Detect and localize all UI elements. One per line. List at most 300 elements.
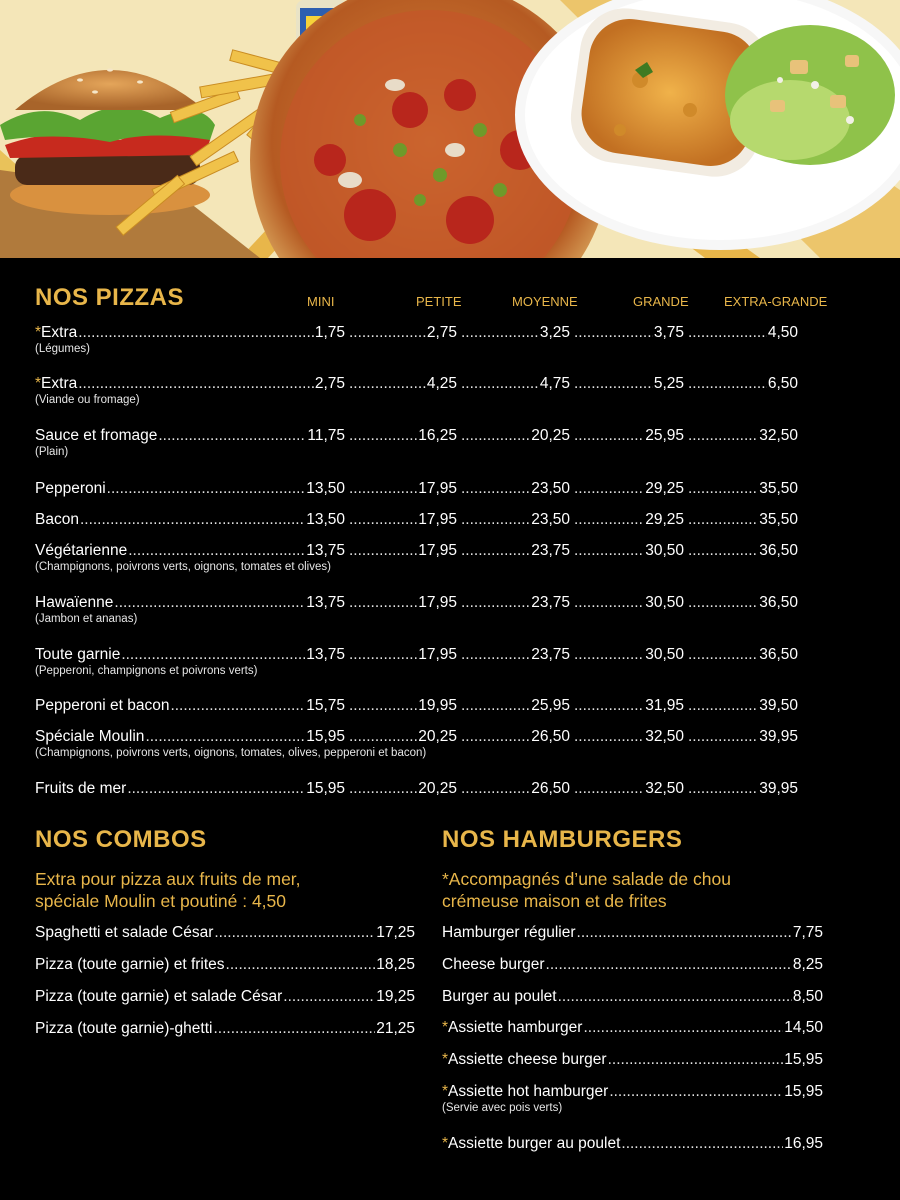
- item-line: [35, 922, 415, 944]
- asterisk: *: [442, 1019, 449, 1036]
- dot-leader: [574, 509, 644, 531]
- price-cell: [349, 540, 457, 562]
- dot-leader: [688, 540, 758, 562]
- hamburgers-note-line2: crémeuse maison et de frites: [442, 891, 667, 911]
- price-mini: 13,50: [306, 511, 345, 528]
- pizza-name-text: Végétarienne: [35, 542, 128, 559]
- item-line: [442, 1049, 823, 1071]
- dot-leader: [80, 509, 305, 531]
- item-line: [35, 986, 415, 1008]
- dot-leader: [608, 1049, 784, 1071]
- pizzas-title: NOS PIZZAS: [35, 284, 185, 311]
- price-moyenne: 23,50: [531, 480, 570, 497]
- dot-leader: [78, 373, 314, 395]
- price-grande: 30,50: [645, 542, 684, 559]
- pizza-name: [35, 592, 113, 614]
- item-name: [442, 954, 545, 976]
- pizza-row: [35, 592, 835, 632]
- dot-leader: [688, 592, 758, 614]
- price-cell: [461, 778, 570, 800]
- price-petite: 19,95: [418, 697, 457, 714]
- pizza-name-cell: [35, 695, 345, 717]
- dot-leader: [688, 778, 758, 800]
- price-moyenne: 23,75: [531, 646, 570, 663]
- price-grande: 30,50: [645, 646, 684, 663]
- item-line: [442, 1017, 823, 1039]
- price-cell: [688, 509, 798, 531]
- pizza-name: [35, 509, 79, 531]
- price-cell: [688, 778, 798, 800]
- pizza-name: [35, 540, 127, 562]
- size-header-extra-grande: EXTRA-GRANDE: [724, 294, 828, 309]
- hamburger-row: [442, 1081, 823, 1114]
- dot-leader: [609, 1081, 783, 1103]
- price-cell: [461, 373, 570, 395]
- dot-leader: [574, 425, 644, 447]
- dot-leader: [349, 478, 417, 500]
- price-cell: [574, 425, 684, 447]
- price-petite: 17,95: [418, 480, 457, 497]
- pizza-price-line: [35, 373, 835, 395]
- pizza-name-cell: [35, 592, 345, 614]
- price-extra-grande: 39,95: [759, 780, 798, 797]
- pizza-name-text: Spéciale Moulin: [35, 728, 145, 745]
- price-grande: 32,50: [645, 780, 684, 797]
- price-cell: [574, 509, 684, 531]
- dot-leader: [214, 922, 375, 944]
- dot-leader: [574, 778, 644, 800]
- price-cell: [461, 425, 570, 447]
- pizza-name-text: Pepperoni et bacon: [35, 697, 170, 714]
- dot-leader: [349, 695, 417, 717]
- asterisk: *: [35, 324, 42, 341]
- item-name-text: Assiette cheese burger: [448, 1051, 607, 1068]
- dot-leader: [574, 322, 653, 344]
- dot-leader: [688, 644, 758, 666]
- price-grande: 3,75: [653, 324, 684, 341]
- pizza-price-line: [35, 540, 835, 562]
- hamburgers-title: NOS HAMBURGERS: [442, 826, 683, 853]
- dot-leader: [349, 373, 426, 395]
- price-cell: [688, 322, 798, 344]
- dot-leader: [461, 509, 530, 531]
- hamburger-row: [442, 1017, 823, 1039]
- item-name-text: Pizza (toute garnie)-ghetti: [35, 1020, 213, 1037]
- item-name: [442, 986, 557, 1008]
- food-hero-image: [0, 0, 900, 258]
- dot-leader: [461, 322, 539, 344]
- price-petite: 20,25: [418, 780, 457, 797]
- dot-leader: [461, 726, 530, 748]
- item-line: [442, 1081, 823, 1103]
- pizza-name-cell: [35, 478, 345, 500]
- item-name-text: Hamburger régulier: [442, 924, 576, 941]
- hamburger-row: [442, 986, 823, 1008]
- dot-leader: [558, 986, 792, 1008]
- price-grande: 5,25: [653, 375, 684, 392]
- price-cell: [349, 726, 457, 748]
- item-name: [35, 986, 282, 1008]
- pizza-description: (Champignons, poivrons verts, oignons, tomates et olives): [35, 561, 331, 573]
- item-price: 19,25: [376, 988, 415, 1005]
- dot-leader: [461, 425, 530, 447]
- pizza-name-text: Pepperoni: [35, 480, 106, 497]
- item-price: 16,95: [784, 1135, 823, 1152]
- dot-leader: [574, 726, 644, 748]
- size-header-mini: MINI: [307, 294, 335, 309]
- price-cell: [461, 478, 570, 500]
- price-cell: [574, 540, 684, 562]
- dot-leader: [226, 954, 376, 976]
- pizza-name-cell: [35, 540, 345, 562]
- pizza-name: [35, 373, 77, 395]
- price-extra-grande: 36,50: [759, 594, 798, 611]
- pizza-description: (Plain): [35, 446, 69, 458]
- item-price: 7,75: [792, 924, 823, 941]
- item-name-text: Assiette burger au poulet: [448, 1135, 621, 1152]
- price-moyenne: 26,50: [531, 780, 570, 797]
- price-grande: 29,25: [645, 480, 684, 497]
- dot-leader: [574, 695, 644, 717]
- dot-leader: [574, 592, 644, 614]
- price-cell: [574, 644, 684, 666]
- pizza-price-line: [35, 592, 835, 614]
- dot-leader: [688, 478, 758, 500]
- price-moyenne: 26,50: [531, 728, 570, 745]
- price-grande: 32,50: [645, 728, 684, 745]
- pizza-row: [35, 425, 835, 465]
- price-cell: [574, 592, 684, 614]
- combos-title: NOS COMBOS: [35, 826, 207, 853]
- pizza-row: [35, 540, 835, 580]
- item-price: 8,25: [792, 956, 823, 973]
- pizza-price-line: [35, 509, 835, 531]
- dot-leader: [349, 540, 417, 562]
- price-grande: 31,95: [645, 697, 684, 714]
- asterisk: *: [35, 375, 42, 392]
- dot-leader: [688, 322, 767, 344]
- pizza-description: (Viande ou fromage): [35, 394, 140, 406]
- dot-leader: [349, 726, 417, 748]
- pizza-name-text: Fruits de mer: [35, 780, 127, 797]
- item-line: [35, 954, 415, 976]
- dot-leader: [461, 644, 530, 666]
- asterisk: *: [442, 1135, 449, 1152]
- dot-leader: [145, 726, 305, 748]
- price-mini: 13,75: [306, 594, 345, 611]
- dot-leader: [121, 644, 305, 666]
- hamburger-row: [442, 1133, 823, 1155]
- item-line: [35, 1018, 415, 1040]
- price-extra-grande: 35,50: [759, 511, 798, 528]
- item-name: [442, 1081, 608, 1103]
- price-mini: 13,75: [306, 542, 345, 559]
- pizza-name: [35, 778, 126, 800]
- dot-leader: [577, 922, 792, 944]
- price-cell: [349, 425, 457, 447]
- dot-leader: [461, 592, 530, 614]
- pizza-name-text: Hawaïenne: [35, 594, 114, 611]
- pizza-row: [35, 778, 835, 818]
- pizza-price-line: [35, 644, 835, 666]
- price-cell: [349, 778, 457, 800]
- pizza-price-line: [35, 322, 835, 344]
- price-petite: 17,95: [418, 646, 457, 663]
- item-name-text: Assiette hot hamburger: [448, 1083, 609, 1100]
- caesar-salad-image: [725, 25, 895, 165]
- item-description: (Servie avec pois verts): [442, 1102, 563, 1114]
- price-petite: 4,25: [426, 375, 457, 392]
- dot-leader: [688, 373, 767, 395]
- price-cell: [349, 373, 457, 395]
- hamburger-row: [442, 922, 823, 944]
- price-moyenne: 25,95: [531, 697, 570, 714]
- size-header-moyenne: MOYENNE: [512, 294, 578, 309]
- pizza-description: (Légumes): [35, 343, 90, 355]
- dot-leader: [688, 509, 758, 531]
- pizza-name-cell: [35, 726, 345, 748]
- price-moyenne: 23,75: [531, 594, 570, 611]
- price-cell: [688, 478, 798, 500]
- price-moyenne: 23,50: [531, 511, 570, 528]
- dot-leader: [461, 695, 530, 717]
- pizza-description: (Pepperoni, champignons et poivrons verts): [35, 665, 258, 677]
- combos-note-line2: spéciale Moulin et poutiné : 4,50: [35, 891, 286, 911]
- dot-leader: [621, 1133, 783, 1155]
- dot-leader: [127, 778, 305, 800]
- dot-leader: [461, 373, 539, 395]
- combo-row: [35, 954, 415, 976]
- pizza-name: [35, 478, 106, 500]
- item-price: 17,25: [376, 924, 415, 941]
- price-moyenne: 23,75: [531, 542, 570, 559]
- price-cell: [574, 373, 684, 395]
- pizza-row: [35, 644, 835, 684]
- price-moyenne: 4,75: [539, 375, 570, 392]
- dot-leader: [170, 695, 305, 717]
- price-cell: [688, 592, 798, 614]
- price-grande: 30,50: [645, 594, 684, 611]
- price-cell: [349, 509, 457, 531]
- item-line: [442, 986, 823, 1008]
- pizza-name: [35, 425, 157, 447]
- price-cell: [349, 695, 457, 717]
- pizza-name: [35, 644, 120, 666]
- dot-leader: [158, 425, 306, 447]
- dot-leader: [688, 695, 758, 717]
- pizza-name-text: Bacon: [35, 511, 79, 528]
- price-petite: 17,95: [418, 542, 457, 559]
- pizza-row: [35, 373, 835, 413]
- price-cell: [349, 322, 457, 344]
- price-mini: 11,75: [307, 427, 345, 444]
- price-petite: 17,95: [418, 594, 457, 611]
- hamburgers-note-line1: *Accompagnés d’une salade de chou: [442, 869, 731, 889]
- size-header-petite: PETITE: [416, 294, 462, 309]
- price-petite: 16,25: [418, 427, 457, 444]
- price-cell: [461, 644, 570, 666]
- item-name: [35, 954, 225, 976]
- item-price: 14,50: [784, 1019, 823, 1036]
- price-mini: 15,75: [306, 697, 345, 714]
- dot-leader: [349, 592, 417, 614]
- price-cell: [461, 540, 570, 562]
- dot-leader: [574, 540, 644, 562]
- dot-leader: [574, 478, 644, 500]
- price-petite: 20,25: [418, 728, 457, 745]
- item-name-text: Cheese burger: [442, 956, 545, 973]
- item-price: 21,25: [376, 1020, 415, 1037]
- hamburger-row: [442, 954, 823, 976]
- dot-leader: [461, 478, 530, 500]
- item-price: 15,95: [784, 1051, 823, 1068]
- item-line: [442, 922, 823, 944]
- price-moyenne: 20,25: [531, 427, 570, 444]
- price-cell: [461, 695, 570, 717]
- pizza-row: [35, 322, 835, 362]
- price-extra-grande: 36,50: [759, 646, 798, 663]
- dot-leader: [546, 954, 792, 976]
- pizza-name: [35, 322, 77, 344]
- item-name-text: Pizza (toute garnie) et salade César: [35, 988, 283, 1005]
- price-extra-grande: 32,50: [759, 427, 798, 444]
- price-mini: 15,95: [306, 780, 345, 797]
- price-cell: [688, 726, 798, 748]
- price-cell: [688, 373, 798, 395]
- price-cell: [461, 726, 570, 748]
- pizza-name-cell: [35, 778, 345, 800]
- price-petite: 2,75: [426, 324, 457, 341]
- pizza-name-text: Extra: [41, 375, 78, 392]
- price-cell: [574, 478, 684, 500]
- pizza-description: (Jambon et ananas): [35, 613, 138, 625]
- combo-row: [35, 922, 415, 944]
- pizza-name-cell: [35, 373, 345, 395]
- size-header-grande: GRANDE: [633, 294, 689, 309]
- item-name-text: Assiette hamburger: [448, 1019, 583, 1036]
- item-name-text: Pizza (toute garnie) et frites: [35, 956, 225, 973]
- dot-leader: [688, 726, 758, 748]
- item-name-text: Burger au poulet: [442, 988, 557, 1005]
- asterisk: *: [442, 1051, 449, 1068]
- hamburger-row: [442, 1049, 823, 1071]
- price-extra-grande: 39,95: [759, 728, 798, 745]
- price-cell: [688, 644, 798, 666]
- price-cell: [574, 726, 684, 748]
- dot-leader: [213, 1018, 375, 1040]
- pizza-name-cell: [35, 322, 345, 344]
- price-extra-grande: 35,50: [759, 480, 798, 497]
- price-cell: [574, 778, 684, 800]
- price-grande: 25,95: [645, 427, 684, 444]
- pizza-name-text: Sauce et fromage: [35, 427, 158, 444]
- asterisk: *: [442, 1083, 449, 1100]
- pizza-name: [35, 695, 169, 717]
- item-name: [442, 922, 576, 944]
- item-name: [442, 1133, 620, 1155]
- item-name: [35, 922, 213, 944]
- dot-leader: [461, 540, 530, 562]
- pizza-description: (Champignons, poivrons verts, oignons, tomates, olives, pepperoni et bacon): [35, 747, 427, 759]
- item-name-text: Spaghetti et salade César: [35, 924, 214, 941]
- price-cell: [461, 322, 570, 344]
- price-cell: [574, 322, 684, 344]
- dot-leader: [349, 644, 417, 666]
- combo-row: [35, 986, 415, 1008]
- dot-leader: [688, 425, 758, 447]
- price-mini: 2,75: [314, 375, 345, 392]
- combo-row: [35, 1018, 415, 1040]
- price-cell: [349, 644, 457, 666]
- price-mini: 1,75: [314, 324, 345, 341]
- dot-leader: [461, 778, 530, 800]
- price-mini: 13,75: [306, 646, 345, 663]
- combos-note-line1: Extra pour pizza aux fruits de mer,: [35, 869, 301, 889]
- dot-leader: [583, 1017, 783, 1039]
- price-cell: [349, 478, 457, 500]
- price-cell: [461, 509, 570, 531]
- item-line: [442, 1133, 823, 1155]
- price-cell: [688, 695, 798, 717]
- pizza-name-cell: [35, 425, 345, 447]
- price-petite: 17,95: [418, 511, 457, 528]
- dot-leader: [349, 778, 417, 800]
- pizza-price-line: [35, 425, 835, 447]
- pizza-name-cell: [35, 509, 345, 531]
- dot-leader: [78, 322, 314, 344]
- item-price: 8,50: [792, 988, 823, 1005]
- price-grande: 29,25: [645, 511, 684, 528]
- item-name: [35, 1018, 212, 1040]
- item-price: 15,95: [784, 1083, 823, 1100]
- pizza-name-text: Extra: [41, 324, 78, 341]
- item-name: [442, 1017, 582, 1039]
- dot-leader: [574, 644, 644, 666]
- pizza-price-line: [35, 478, 835, 500]
- price-cell: [461, 592, 570, 614]
- dot-leader: [114, 592, 305, 614]
- food-photo-collage: [0, 0, 900, 258]
- dot-leader: [107, 478, 306, 500]
- dot-leader: [349, 425, 417, 447]
- price-cell: [349, 592, 457, 614]
- pizza-price-line: [35, 726, 835, 748]
- dot-leader: [283, 986, 375, 1008]
- price-extra-grande: 6,50: [767, 375, 798, 392]
- menu-board: [0, 258, 900, 1200]
- price-mini: 13,50: [306, 480, 345, 497]
- item-name: [442, 1049, 607, 1071]
- price-cell: [688, 540, 798, 562]
- pizza-row: [35, 726, 835, 766]
- price-cell: [574, 695, 684, 717]
- item-price: 18,25: [376, 956, 415, 973]
- pizza-name: [35, 726, 144, 748]
- price-extra-grande: 36,50: [759, 542, 798, 559]
- price-extra-grande: 39,50: [759, 697, 798, 714]
- dot-leader: [349, 322, 426, 344]
- dot-leader: [349, 509, 417, 531]
- item-line: [442, 954, 823, 976]
- price-cell: [688, 425, 798, 447]
- pizza-price-line: [35, 778, 835, 800]
- pizza-name-text: Toute garnie: [35, 646, 121, 663]
- dot-leader: [574, 373, 653, 395]
- dot-leader: [128, 540, 305, 562]
- pizza-name-cell: [35, 644, 345, 666]
- price-moyenne: 3,25: [539, 324, 570, 341]
- price-extra-grande: 4,50: [767, 324, 798, 341]
